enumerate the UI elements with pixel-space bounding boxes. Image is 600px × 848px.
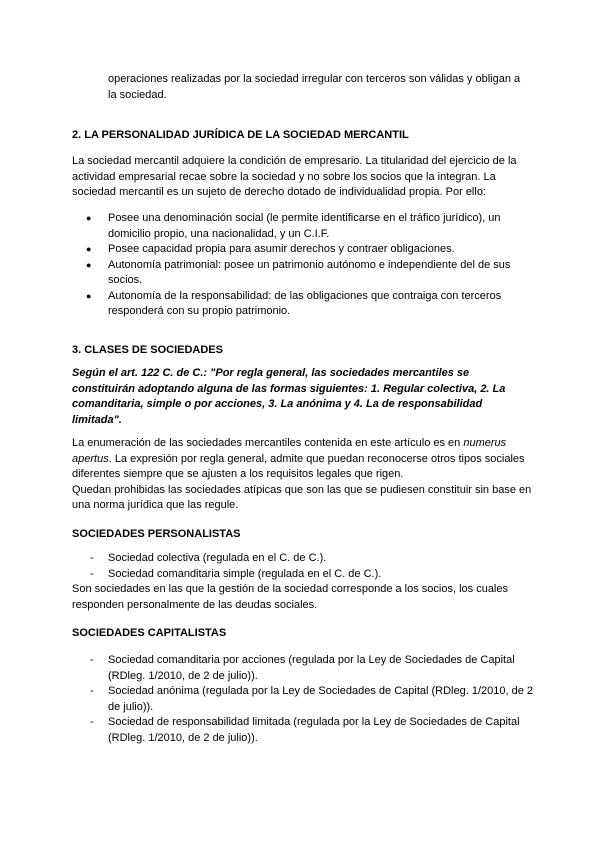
capitalistas-list [72,653,534,746]
personalistas-note: Son sociedades en las que la gestión de la sociedad corresponde a los socios, los cuales responden personalmente de las deudas sociales. [72,583,508,611]
personalistas-list [72,551,534,582]
section-3-paragraph [72,436,534,514]
personality-bullet-list [72,211,530,320]
paragraph-text-end: . La expresión por regla general, admite que puedan reconocerse otros tipos sociales diferentes siempre que se ajusten a los requisitos legales que rigen. [72,452,525,480]
latin-term: numerus apertus [72,437,507,465]
section-3-heading: 3. CLASES DE SOCIEDADES [72,344,223,356]
continuation-text: operaciones realizadas por la sociedad irregular con terceros son válidas y obligan a la sociedad. [108,73,521,101]
list-item: - Sociedad comanditaria simple (regulada en el C. de C.). [72,567,534,583]
list-item: - Sociedad de responsabilidad limitada (regulada por la Ley de Sociedades de Capital (RDleg. 1/2010, de 2 de julio)). [72,715,534,746]
capitalistas-heading: SOCIEDADES CAPITALISTAS [72,627,227,639]
section-2-heading: 2. LA PERSONALIDAD JURÍDICA DE LA SOCIEDAD MERCANTIL [72,129,409,141]
section-2-intro: La sociedad mercantil adquiere la condición de empresario. La titularidad del ejercicio de la actividad empresarial recae sobre la sociedad y no sobre los socios que la integran. La sociedad mercantil es un sujeto de derecho dotado de individualidad propia. Por ello: [72,155,517,198]
atypical-societies-text: Quedan prohibidas las sociedades atípicas que son las que se pudiesen constituir sin base en una norma jurídica que las regule. [72,483,532,511]
article-quote: Según el art. 122 C. de C.: "Por regla general, las sociedades mercantiles se constituirán adoptando alguna de las formas siguientes: 1. Regular colectiva, 2. La comanditaria, simple o por acciones, 3. La anónima y 4. La de responsabilidad limitada". [72,367,506,426]
list-item: - Sociedad comanditaria por acciones (regulada por la Ley de Sociedades de Capital (RDleg. 1/2010, de 2 de julio)). [72,653,534,684]
list-item: - Sociedad colectiva (regulada en el C. de C.). [72,551,534,567]
paragraph-text-start: La enumeración de las sociedades mercantiles contenida en este artículo es en [72,437,464,449]
list-item: ● Posee capacidad propia para asumir derechos y contraer obligaciones. [72,242,530,258]
list-item: ● Autonomía patrimonial: posee un patrimonio autónomo e independiente del de sus socios. [72,258,530,289]
list-item: - Sociedad anónima (regulada por la Ley de Sociedades de Capital (RDleg. 1/2010, de 2 de julio)). [72,684,534,715]
list-item: ● Autonomía de la responsabilidad: de las obligaciones que contraiga con terceros responderá con su propio patrimonio. [72,289,530,320]
list-item: ● Posee una denominación social (le permite identificarse en el tráfico jurídico), un domicilio propio, una nacionalidad, y un C.I.F. [72,211,530,242]
personalistas-heading: SOCIEDADES PERSONALISTAS [72,528,241,540]
